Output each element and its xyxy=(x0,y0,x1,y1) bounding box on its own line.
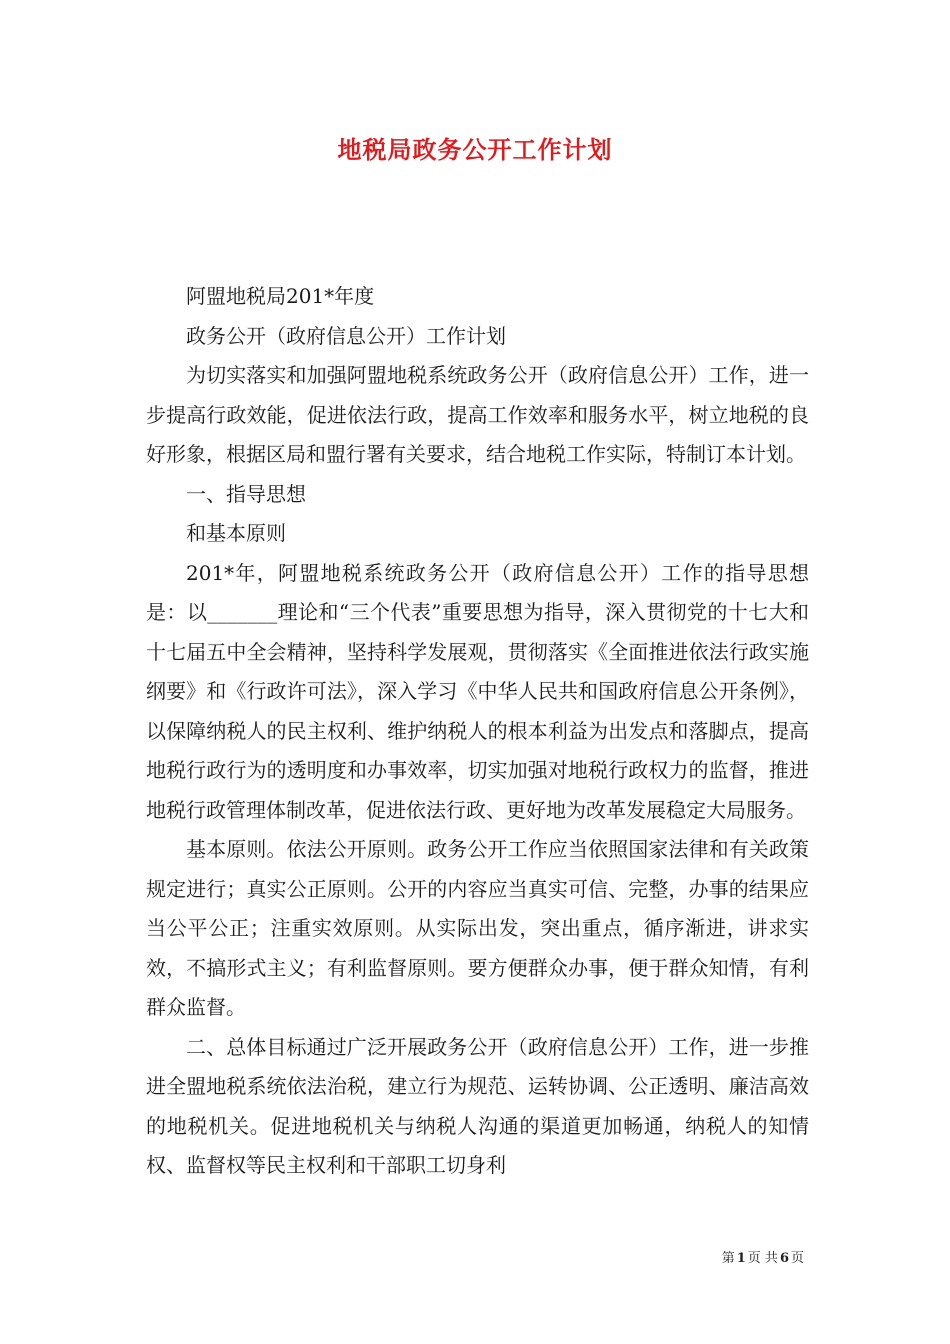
paragraph-guiding-thought: 201*年，阿盟地税系统政务公开（政府信息公开）工作的指导思想是：以_______理论和“三个代表”重要思想为指导，深入贯彻党的十七大和十七届五中全会精神，坚持科学发展观，贯彻落实《全面推进依法行政实施纲要》和《行政许可法》，深入学习《中华人民共和国政府信息公开条例》，以保障纳税人的民主权利、维护纳税人的根本利益为出发点和落脚点，提高地税行政行为的透明度和办事效率，切实加强对地税行政权力的监督，推进地税行政管理体制改革，促进依法行政、更好地为改革发展稳定大局服务。 xyxy=(146,560,809,822)
page-footer xyxy=(722,1250,804,1268)
document-title: 地税局政务公开工作计划 xyxy=(337,135,613,164)
section-heading-guiding: 一、指导思想 xyxy=(186,481,306,506)
footer-middle: 页 共 xyxy=(747,1251,778,1266)
footer-suffix: 页 xyxy=(790,1251,804,1266)
document-body xyxy=(146,277,809,1186)
paragraph-overall-goal: 二、总体目标通过广泛开展政务公开（政府信息公开）工作，进一步推进全盟地税系统依法治税，建立行为规范、运转协调、公正透明、廉洁高效的地税机关。促进地税机关与纳税人沟通的渠道更加畅通，纳税人的知情权、监督权等民主权利和干部职工切身利 xyxy=(146,1034,809,1177)
footer-prefix: 第 xyxy=(721,1251,735,1266)
paragraph-intro: 为切实落实和加强阿盟地税系统政务公开（政府信息公开）工作，进一步提高行政效能，促进依法行政，提高工作效率和服务水平，树立地税的良好形象，根据区局和盟行署有关要求，结合地税工作实际，特制订本计划。 xyxy=(146,363,809,466)
paragraph-year-heading: 阿盟地税局201*年度 xyxy=(186,284,375,308)
footer-current-page: 1 xyxy=(736,1251,746,1266)
section-heading-principles: 和基本原则 xyxy=(186,521,286,545)
footer-total-pages: 6 xyxy=(779,1251,789,1266)
paragraph-plan-heading: 政务公开（政府信息公开）工作计划 xyxy=(186,323,506,348)
paragraph-basic-principles: 基本原则。依法公开原则。政务公开工作应当依照国家法律和有关政策规定进行；真实公正原则。公开的内容应当真实可信、完整，办事的结果应当公平公正；注重实效原则。从实际出发，突出重点，循序渐进，讲求实效，不搞形式主义；有利监督原则。要方便群众办事，便于群众知情，有利群众监督。 xyxy=(146,837,809,1019)
